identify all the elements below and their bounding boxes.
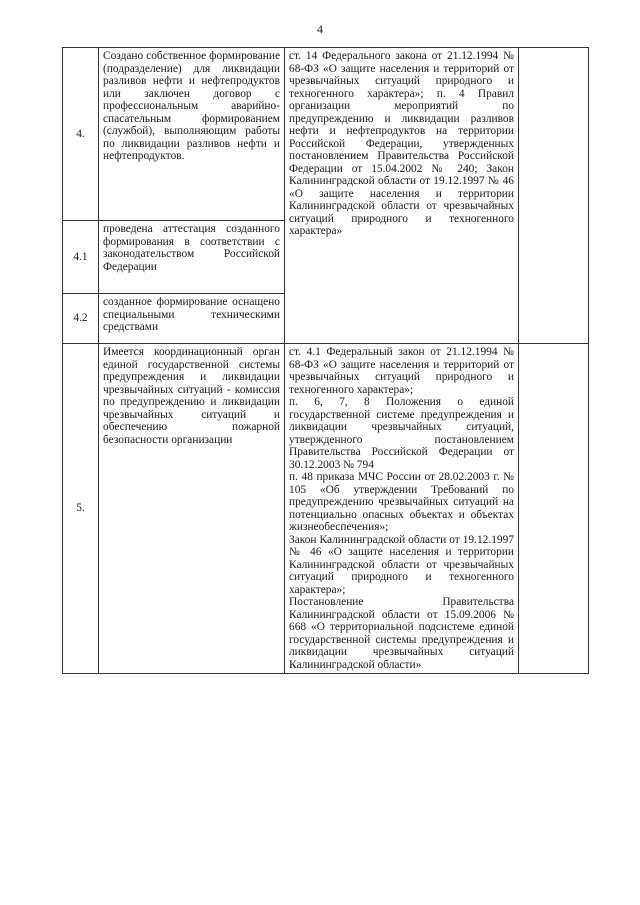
requirement-cell: проведена аттестация созданного формирования в соответствии с законодательством Российской Федерации: [99, 221, 285, 294]
row-number: 4.2: [63, 294, 99, 344]
row-number: 5.: [63, 344, 99, 674]
legal-reference: п. 48 приказа МЧС России от 28.02.2003 г. № 105 «Об утверждении Требований по предупреждению чрезвычайных ситуаций на потенциально опасных объектах и объектах жизнеобеспечения»;: [289, 471, 514, 533]
page-number: 4: [317, 22, 323, 36]
row-number: 4.: [63, 48, 99, 221]
legal-basis-cell: ст. 14 Федерального закона от 21.12.1994 № 68-ФЗ «О защите населения и территорий от чрезвычайных ситуаций природного и техногенного характера»; п. 4 Правил организации мероприятий по предупреждению и ликвидации разливов нефти и нефтепродуктов на территории Российской Федерации, утвержденных постановлением Правительства Российской Федерации от 15.04.2002 № 240; Закон Калининградской области от 19.12.1997 № 46 «О защите населения и территории Калининградской области от чрезвычайных ситуаций природного и техногенного характера»: [285, 48, 519, 344]
legal-reference: ст. 4.1 Федеральный закон от 21.12.1994 № 68-ФЗ «О защите населения и территорий от чрезвычайных ситуаций природного и техногенного характера»;: [289, 346, 514, 396]
legal-reference: Закон Калининградской области от 19.12.1997 № 46 «О защите населения и территории Калининградской области от чрезвычайных ситуаций природного и техногенного характера»;: [289, 533, 514, 596]
requirement-cell: Имеется координационный орган единой государственной системы предупреждения и ликвидации чрезвычайных ситуаций - комиссия по предупреждению и ликвидации чрезвычайных ситуаций и обеспечению пожарной безопасности организации: [99, 344, 285, 674]
table-row: [63, 344, 589, 674]
row-number: 4.1: [63, 221, 99, 294]
requirements-table: [62, 47, 589, 674]
requirement-cell: созданное формирование оснащено специальными техническими средствами: [99, 294, 285, 344]
legal-reference: Постановление Правительства Калининградской области от 15.09.2006 № 668 «О территориальной подсистеме единой государственной системы предупреждения и ликвидации чрезвычайных ситуаций Калининградской области»: [289, 596, 514, 671]
table-row: [63, 48, 589, 221]
requirement-cell: Создано собственное формирование (подразделение) для ликвидации разливов нефти и нефтепродуктов или заключен договор с профессиональным аварийно-спасательным формированием (службой), выполняющим работы по ликвидации разливов нефти и нефтепродуктов.: [99, 48, 285, 221]
legal-basis-cell: [285, 344, 519, 674]
legal-reference: п. 6, 7, 8 Положения о единой государственной системе предупреждения и ликвидации чрезвычайных ситуаций, утвержденного постановлением Правительства Российской Федерации от 30.12.2003 № 794: [289, 396, 514, 471]
empty-cell: [519, 344, 589, 674]
empty-cell: [519, 48, 589, 344]
